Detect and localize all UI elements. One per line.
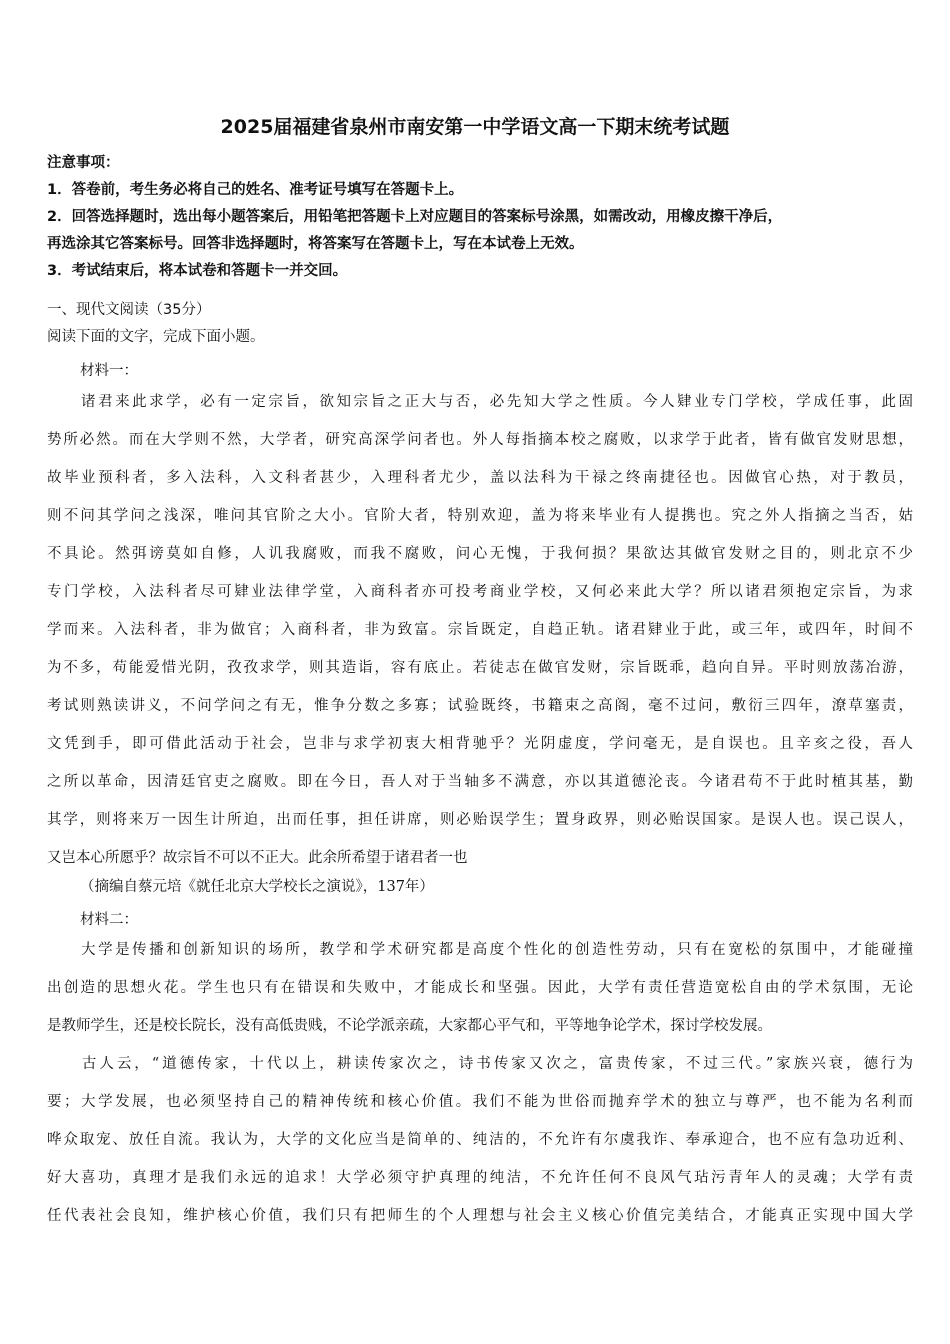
- paragraph-line: 势所必然。而在大学则不然，大学者，研究高深学问者也。外人每指摘本校之腐败，以求学于此者，皆有做官发财思想，: [47, 432, 913, 448]
- material2-label: 材料二：: [80, 912, 138, 928]
- notice-item: 3．考试结束后，将本试卷和答题卡一并交回。: [47, 263, 348, 279]
- paragraph-line: 文凭到手，即可借此活动于社会，岂非与求学初衷大相背驰乎？光阴虚度，学问毫无，是自误也。且辛亥之役，吾人: [47, 736, 913, 752]
- paragraph-line: 大学是传播和创新知识的场所，教学和学术研究都是高度个性化的创造性劳动，只有在宽松的氛围中，才能碰撞: [47, 942, 913, 958]
- paragraph-line: 其学，则将来万一因生计所迫，出而任事，担任讲席，则必贻误学生；置身政界，则必贻误国家。是误人也。误己误人，: [47, 812, 913, 828]
- paragraph-line: 考试则熟读讲义，不问学问之有无，惟争分数之多寡；试验既终，书籍束之高阁，毫不过问，敷衍三四年，潦草塞责，: [47, 698, 913, 714]
- paragraph-line: 要；大学发展，也必须坚持自己的精神传统和核心价值。我们不能为世俗而抛弃学术的独立与尊严，也不能为名利而: [47, 1094, 913, 1110]
- section-heading: 一、现代文阅读（35分）: [47, 302, 211, 318]
- material1-label: 材料一：: [80, 363, 138, 379]
- notice-heading: 注意事项：: [47, 155, 120, 171]
- notice-item: 1．答卷前，考生务必将自己的姓名、准考证号填写在答题卡上。: [47, 182, 464, 198]
- notice-item: 再选涂其它答案标号。回答非选择题时，将答案写在答题卡上，写在本试卷上无效。: [47, 236, 584, 252]
- paragraph-line: 学而来。入法科者，非为做官；入商科者，非为致富。宗旨既定，自趋正轨。诸君肄业于此，或三年，或四年，时间不: [47, 622, 913, 638]
- paragraph-line: 好大喜功，真理才是我们永远的追求！大学必须守护真理的纯洁，不允许任何不良风气玷污青年人的灵魂；大学有责: [47, 1170, 913, 1186]
- notice-item: 2．回答选择题时，选出每小题答案后，用铅笔把答题卡上对应题目的答案标号涂黑，如需改动，用橡皮擦干净后，: [47, 209, 783, 225]
- paragraph-line: 为不多，苟能爱惜光阴，孜孜求学，则其造诣，容有底止。若徒志在做官发财，宗旨既乖，趋向自异。平时则放荡冶游，: [47, 660, 913, 676]
- paragraph-line: 古人云，“道德传家，十代以上，耕读传家次之，诗书传家又次之，富贵传家，不过三代。”家族兴衰，德行为: [47, 1056, 913, 1072]
- paragraph-line: 是教师学生，还是校长院长，没有高低贵贱，不论学派亲疏，大家都心平气和，平等地争论学术，探讨学校发展。: [47, 1018, 772, 1034]
- instruction-text: 阅读下面的文字，完成下面小题。: [47, 329, 265, 345]
- page-title: 2025届福建省泉州市南安第一中学语文高一下期末统考试题: [220, 116, 730, 138]
- paragraph-line: 任代表社会良知，维护核心价值，我们只有把师生的个人理想与社会主义核心价值完美结合，才能真正实现中国大学: [47, 1208, 913, 1224]
- paragraph-line: 故毕业预科者，多入法科，入文科者甚少，入理科者尤少，盖以法科为干禄之终南捷径也。因做官心热，对于教员，: [47, 470, 913, 486]
- notice-block: [47, 150, 917, 285]
- paragraph-line: 专门学校，入法科者尽可肄业法律学堂，入商科者亦可投考商业学校，又何必来此大学？所以诸君须抱定宗旨，为求: [47, 584, 913, 600]
- paragraph-line: 则不问其学问之浅深，唯问其官阶之大小。官阶大者，特别欢迎，盖为将来毕业有人提携也。究之外人指摘之当否，姑: [47, 508, 913, 524]
- paragraph-line: 不具论。然弭谤莫如自修，人讥我腐败，而我不腐败，问心无愧，于我何损？果欲达其做官发财之目的，则北京不少: [47, 546, 913, 562]
- paragraph-line: 又岂本心所愿乎？故宗旨不可以不正大。此余所希望于诸君者一也: [47, 850, 468, 866]
- material1-body: [47, 383, 913, 877]
- paragraph-line: 之所以革命，因清廷官吏之腐败。即在今日，吾人对于当轴多不满意，亦以其道德沦丧。今诸君苟不于此时植其基，勤: [47, 774, 913, 790]
- material2-body: [47, 931, 913, 1235]
- paragraph-line: 哗众取宠、放任自流。我认为，大学的文化应当是简单的、纯洁的，不允许有尔虞我诈、奉承迎合，也不应有急功近利、: [47, 1132, 913, 1148]
- material1-source: （摘编自蔡元培《就任北京大学校长之演说》，137年）: [80, 879, 434, 895]
- paragraph-line: 出创造的思想火花。学生也只有在错误和失败中，才能成长和坚强。因此，大学有责任营造宽松自由的学术氛围，无论: [47, 980, 913, 996]
- paragraph-line: 诸君来此求学，必有一定宗旨，欲知宗旨之正大与否，必先知大学之性质。今人肄业专门学校，学成任事，此固: [47, 394, 913, 410]
